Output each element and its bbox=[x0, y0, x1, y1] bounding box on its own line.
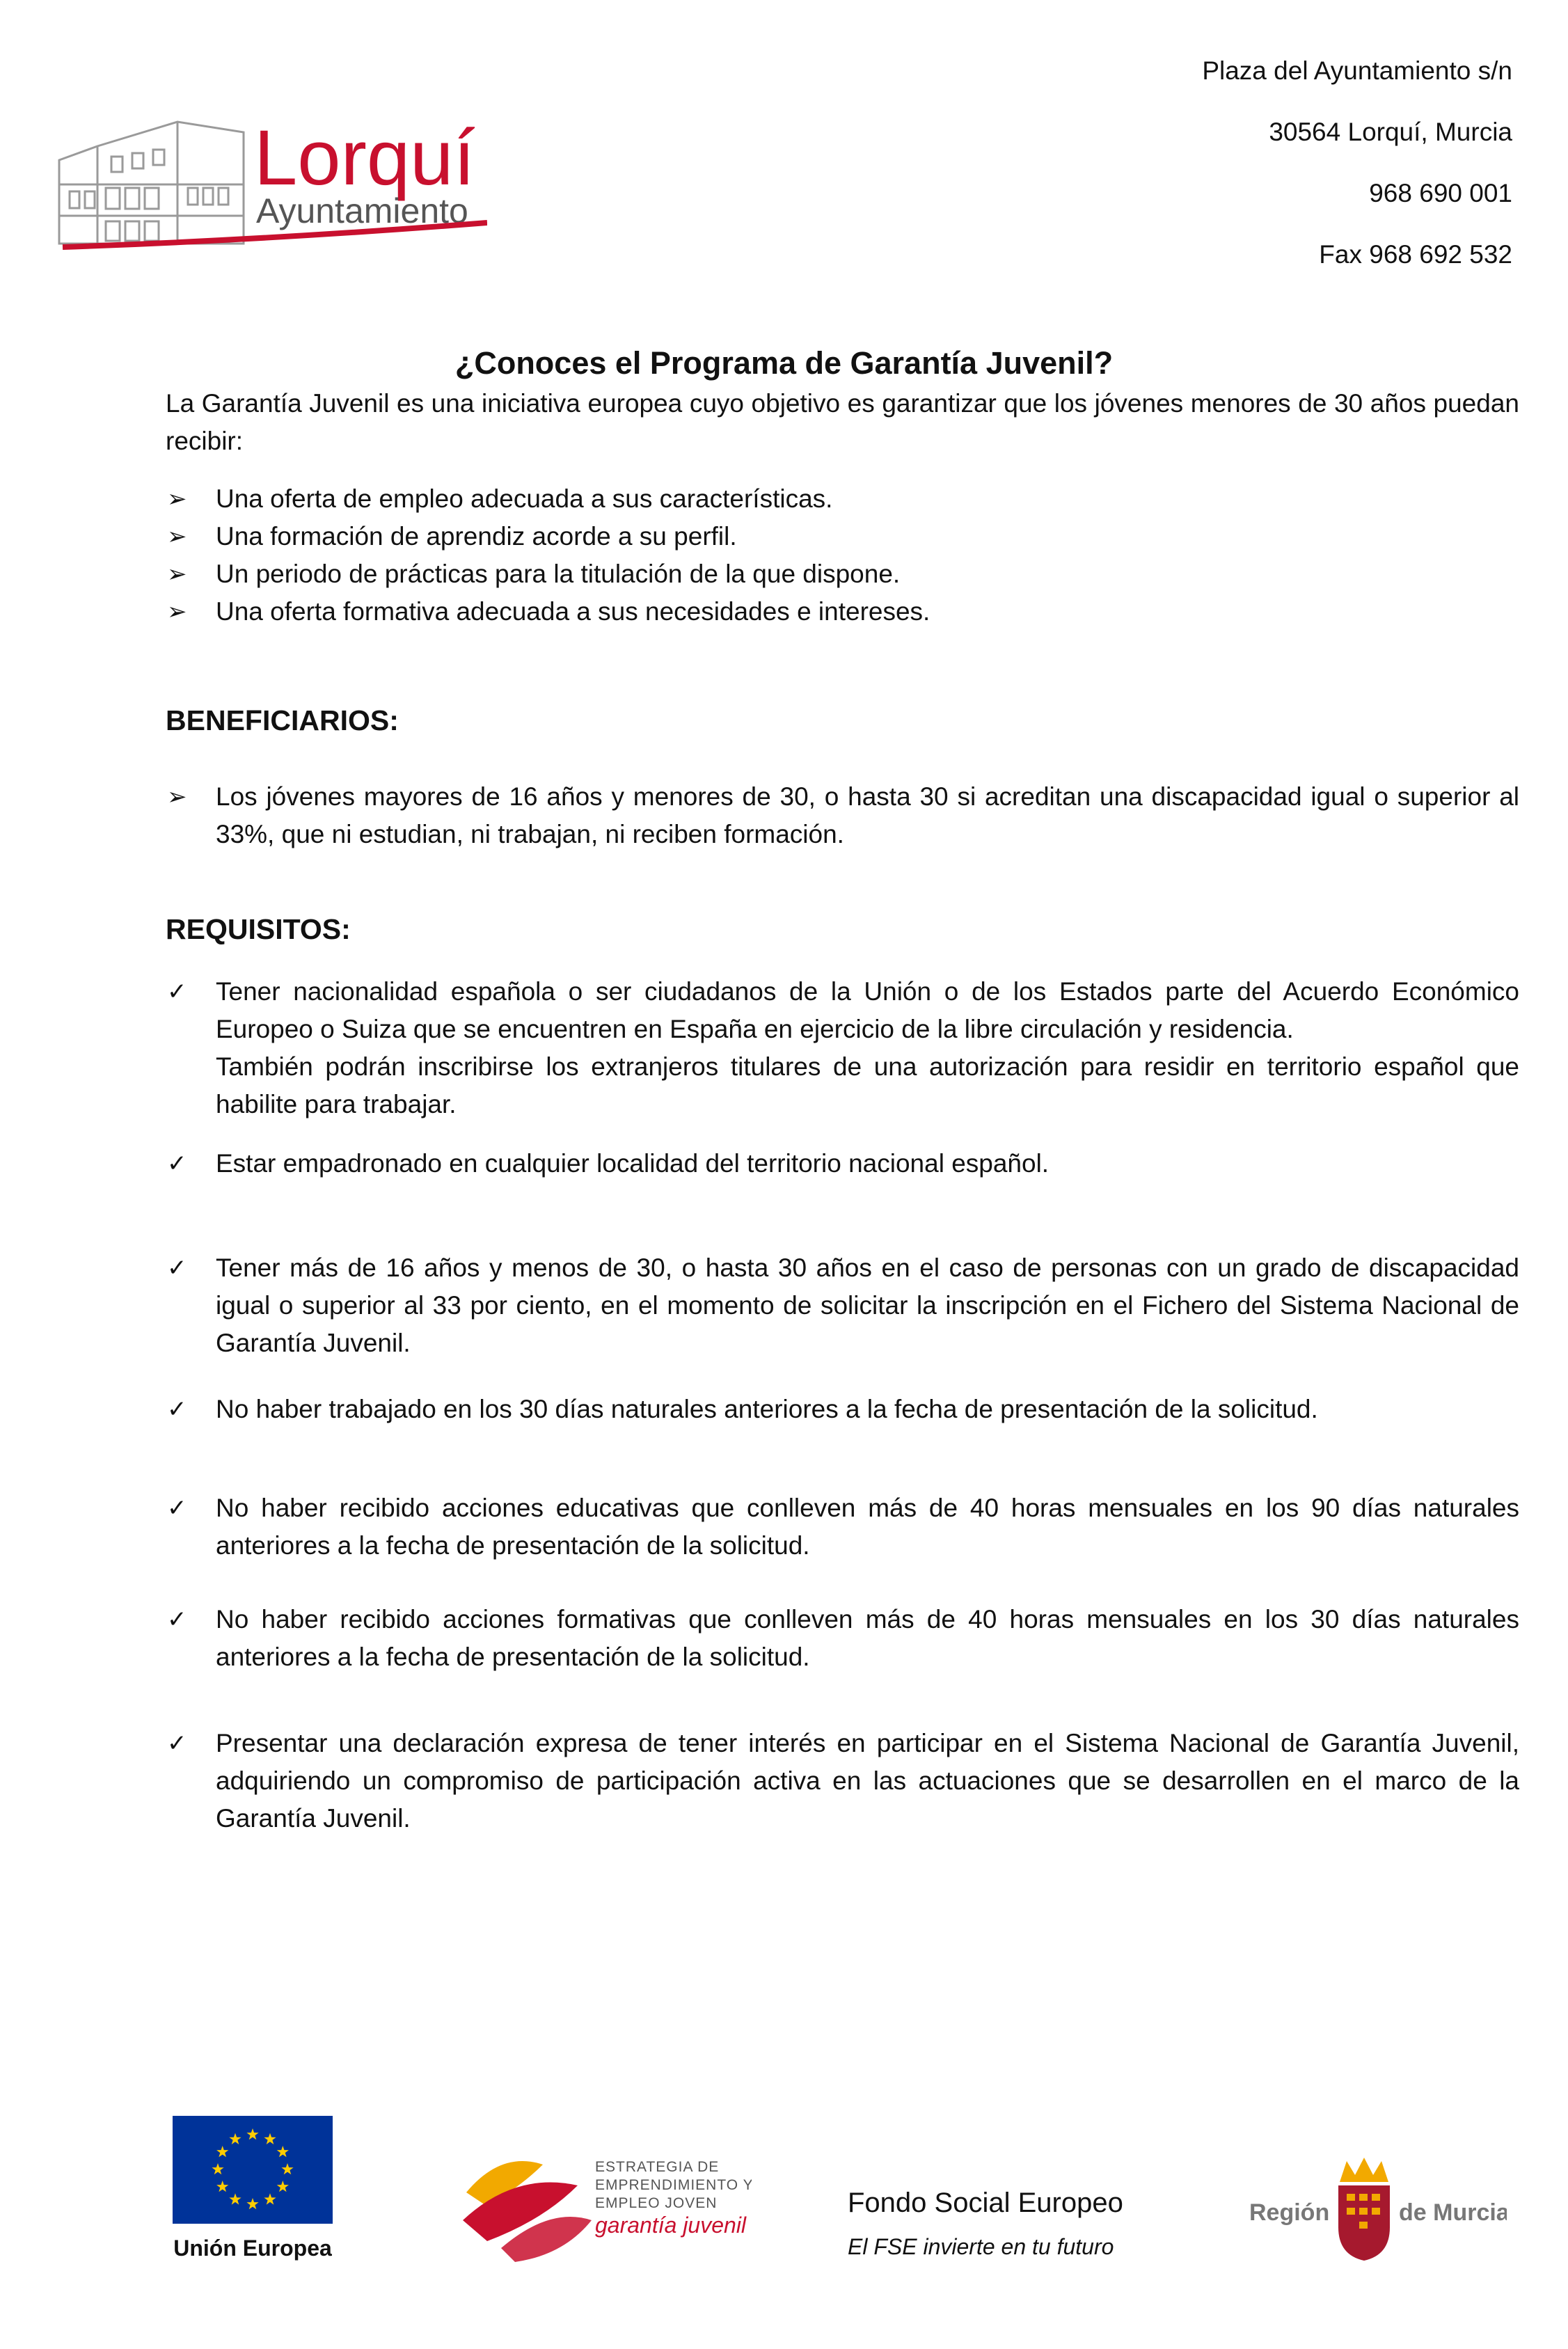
eu-flag-icon bbox=[173, 2116, 333, 2224]
eu-label: Unión Europea bbox=[173, 2236, 332, 2261]
list-item: ✓ No haber trabajado en los 30 días naturales anteriores a la fecha de presentación de la solicitud. bbox=[216, 1391, 1519, 1428]
requirement-note: También podrán inscribirse los extranjeros titulares de una autorización para residir en territorio español que habilite para trabajar. bbox=[216, 1052, 1519, 1118]
check-bullet-icon: ✓ bbox=[167, 1730, 187, 1757]
list-item: ✓ No haber recibido acciones educativas que conlleven más de 40 horas mensuales en los 90 días naturales anteriores a la fecha de presentación de la solicitud. bbox=[216, 1489, 1519, 1565]
list-item: ➢ Una oferta formativa adecuada a sus necesidades e intereses. bbox=[216, 593, 1519, 631]
arrow-bullet-icon: ➢ bbox=[167, 523, 187, 550]
fse-subtitle: El FSE invierte en tu futuro bbox=[848, 2234, 1114, 2259]
requirements-heading: REQUISITOS: bbox=[166, 913, 351, 945]
list-item: ✓ No haber recibido acciones formativas que conlleven más de 40 horas mensuales en los 30 días naturales anteriores a la fecha de presentación de la solicitud. bbox=[216, 1601, 1519, 1676]
check-bullet-icon: ✓ bbox=[167, 1495, 187, 1521]
check-bullet-icon: ✓ bbox=[167, 1396, 187, 1423]
list-item: ➢ Una oferta de empleo adecuada a sus características. bbox=[216, 480, 1519, 518]
arrow-bullet-icon: ➢ bbox=[167, 561, 187, 587]
check-bullet-icon: ✓ bbox=[167, 1150, 187, 1177]
requirements-list bbox=[167, 1725, 1519, 1837]
intro-paragraph: La Garantía Juvenil es una iniciativa europea cuyo objetivo es garantizar que los jóvenes menores de 30 años puedan recibir: bbox=[166, 389, 1519, 455]
requirements-list bbox=[167, 973, 1519, 1123]
requirements-list bbox=[167, 1391, 1519, 1428]
murcia-coat-of-arms-icon bbox=[1249, 2151, 1507, 2262]
region-murcia-logo bbox=[1249, 2151, 1507, 2262]
beneficiaries-heading: BENEFICIARIOS: bbox=[166, 704, 399, 736]
check-bullet-icon: ✓ bbox=[167, 1255, 187, 1281]
requirements-list bbox=[167, 1601, 1519, 1676]
offers-list bbox=[167, 480, 1519, 631]
address-street: Plaza del Ayuntamiento s/n bbox=[1202, 56, 1512, 85]
address-fax: Fax 968 692 532 bbox=[1319, 240, 1512, 269]
garantia-juvenil-emblem bbox=[459, 2144, 752, 2269]
strategy-tagline: garantía juvenil bbox=[595, 2213, 747, 2238]
town-hall-icon bbox=[56, 118, 487, 251]
list-item: ✓ Tener más de 16 años y menos de 30, o hasta 30 años en el caso de personas con un grado de discapacidad igual o superior al 33 por ciento, en el momento de solicitar la inscripción en el Fichero del Sistema Nacional de Garantía Juvenil. bbox=[216, 1249, 1519, 1362]
logo-name: Lorquí bbox=[254, 118, 475, 201]
strategy-line-1: ESTRATEGIA DE bbox=[595, 2159, 720, 2175]
address-city: 30564 Lorquí, Murcia bbox=[1269, 118, 1512, 146]
list-item: ✓ Estar empadronado en cualquier localidad del territorio nacional español. bbox=[216, 1145, 1519, 1183]
arrow-bullet-icon: ➢ bbox=[167, 784, 187, 810]
list-item: ✓ Presentar una declaración expresa de tener interés en participar en el Sistema Nacional de Garantía Juvenil, adquiriendo un compromiso de participación activa en las actuaciones que se desarrollen en el marco de la Garantía Juvenil. bbox=[216, 1725, 1519, 1837]
strategy-line-2: EMPRENDIMIENTO Y bbox=[595, 2177, 752, 2193]
lorqui-logo bbox=[56, 118, 487, 251]
list-item: ➢ Una formación de aprendiz acorde a su perfil. bbox=[216, 518, 1519, 555]
page-title: ¿Conoces el Programa de Garantía Juvenil? bbox=[454, 345, 1114, 381]
murcia-left-text: Región bbox=[1249, 2199, 1330, 2226]
logo-subtitle: Ayuntamiento bbox=[256, 191, 468, 230]
list-item: ✓ Tener nacionalidad española o ser ciudadanos de la Unión o de los Estados parte del Acuerdo Económico Europeo o Suiza que se encuentren en España en ejercicio de la libre circulación y residencia. También podrán inscribirse los extranjeros titulares de una autorización para residir en territorio español que habilite para trabajar. bbox=[216, 973, 1519, 1123]
arrow-bullet-icon: ➢ bbox=[167, 486, 187, 512]
murcia-right-text: de Murcia bbox=[1399, 2199, 1507, 2226]
address-block bbox=[1202, 40, 1512, 285]
check-bullet-icon: ✓ bbox=[167, 979, 187, 1005]
strategy-line-3: EMPLEO JOVEN bbox=[595, 2195, 718, 2211]
eu-flag-logo bbox=[173, 2116, 333, 2224]
beneficiaries-list bbox=[167, 778, 1519, 853]
requirements-list bbox=[167, 1489, 1519, 1565]
list-item: ➢ Un periodo de prácticas para la titulación de la que dispone. bbox=[216, 555, 1519, 593]
address-phone: 968 690 001 bbox=[1369, 179, 1512, 207]
check-bullet-icon: ✓ bbox=[167, 1606, 187, 1633]
list-item: ➢ Los jóvenes mayores de 16 años y menores de 30, o hasta 30 si acreditan una discapacidad igual o superior al 33%, que ni estudian, ni trabajan, ni reciben formación. bbox=[216, 778, 1519, 853]
fse-title: Fondo Social Europeo bbox=[848, 2188, 1123, 2218]
requirements-list bbox=[167, 1249, 1519, 1362]
arrow-bullet-icon: ➢ bbox=[167, 599, 187, 625]
requirements-list bbox=[167, 1145, 1519, 1183]
garantia-juvenil-logo bbox=[459, 2144, 752, 2269]
